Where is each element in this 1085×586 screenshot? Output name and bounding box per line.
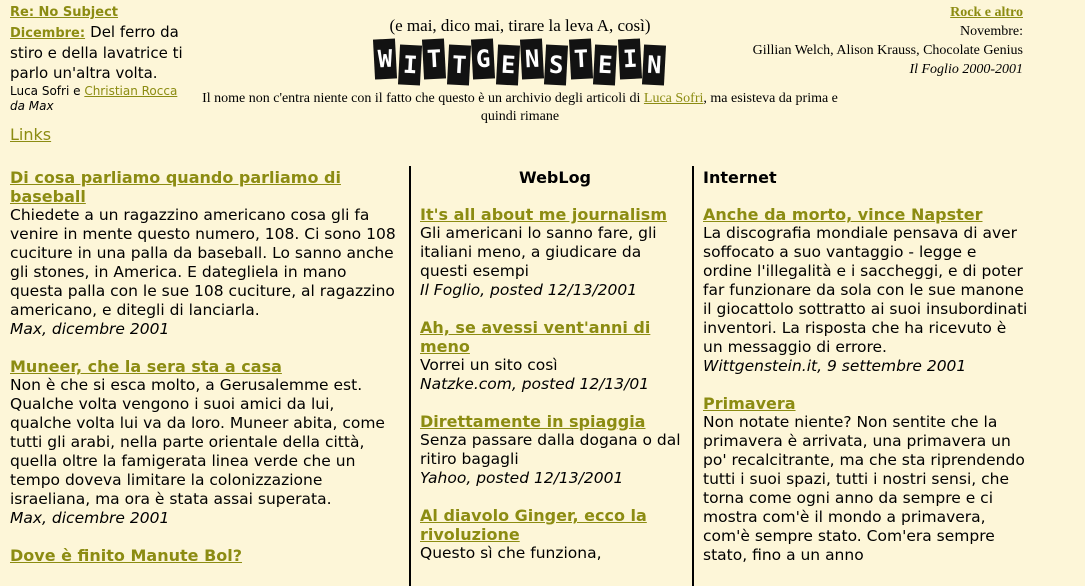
article-item — [10, 546, 400, 565]
logo-letter: G — [471, 38, 496, 79]
header-left-text: Del ferro da stiro e della lavatrice ti parlo un'altra volta. — [10, 23, 183, 82]
logo-letter: N — [520, 38, 545, 79]
logo-letter: I — [618, 38, 643, 79]
logo-letter: E — [593, 44, 618, 85]
header-left-source: da Max — [10, 99, 54, 113]
article-source: Max, dicembre 2001 — [10, 509, 170, 527]
header-right-month: Novembre: — [960, 24, 1023, 39]
article-item — [420, 412, 690, 488]
article-title-link[interactable]: Anche da morto, vince Napster — [703, 205, 983, 224]
logo-letter: T — [569, 38, 594, 79]
article-summary: Questo sì che funziona, — [420, 544, 602, 562]
logo-letter: W — [373, 38, 398, 79]
wittgenstein-logo[interactable] — [373, 42, 666, 82]
article-title-link[interactable]: It's all about me journalism — [420, 205, 667, 224]
intro-text-pre: Il nome non c'entra niente con il fatto che questo è un archivio degli articoli di — [202, 91, 644, 106]
logo-letter: T — [422, 38, 447, 79]
header-left — [10, 3, 195, 113]
article-title-link[interactable]: Direttamente in spiaggia — [420, 412, 646, 431]
article-summary: Gli americani lo sanno fare, gli italiani meno, a giudicare da questi esempi — [420, 224, 657, 280]
article-source: Max, dicembre 2001 — [10, 320, 170, 338]
article-item — [420, 318, 690, 394]
logo-letter: S — [544, 44, 569, 85]
column-internet — [703, 166, 1028, 583]
rock-e-altro-link[interactable]: Rock e altro — [950, 5, 1023, 20]
luca-sofri-link[interactable]: Luca Sofri — [643, 91, 704, 106]
author-name: Luca Sofri — [10, 84, 70, 98]
intro-text-post: , ma esisteva da prima e quindi rimane — [480, 91, 838, 124]
column-main — [10, 166, 400, 583]
article-summary: Senza passare dalla dogana o dal ritiro bagagli — [420, 431, 681, 468]
tagline: (e mai, dico mai, tirare la leva A, così) — [389, 16, 651, 35]
article-item — [703, 205, 1028, 376]
article-title-link[interactable]: Primavera — [703, 394, 796, 413]
article-source: Yahoo, posted 12/13/2001 — [420, 469, 624, 487]
column-divider-1 — [409, 166, 411, 586]
article-title-link[interactable]: Muneer, che la sera sta a casa — [10, 357, 282, 376]
header-right-text: Gillian Welch, Alison Krauss, Chocolate Genius — [752, 43, 1023, 58]
article-title-link[interactable]: Al diavolo Ginger, ecco la rivoluzione — [420, 506, 647, 544]
article-item — [10, 357, 400, 528]
article-item — [420, 506, 690, 563]
article-source: Natzke.com, posted 12/13/01 — [420, 375, 650, 393]
logo-letter: T — [447, 44, 472, 85]
article-title-link[interactable]: Dove è finito Manute Bol? — [10, 546, 243, 565]
site-intro — [195, 90, 845, 126]
internet-heading: Internet — [703, 168, 777, 187]
article-summary: Non è che si esca molto, a Gerusalemme est. Qualche volta vengono i suoi amici da lui, qualche volta lui va da loro. Muneer abita, come tutti gli arabi, nella parte orientale della città, quella oltre la famigerata linea verde che un tempo doveva limitare la colonizzazione israeliana, ma ora è stata assai superata. — [10, 376, 385, 508]
article-summary: La discografia mondiale pensava di aver soffocato a suo vantaggio - legge e ordine l'illegalità e i saccheggi, e di poter far funzionare da sola con le sue manone il giocattolo sottratto ai suoi insubordinati inventori. La risposta che ha ricevuto è un messaggio di errore. — [703, 224, 1028, 356]
column-weblog — [420, 166, 690, 581]
article-item — [703, 394, 1028, 565]
christian-rocca-link[interactable]: Christian Rocca — [84, 84, 178, 98]
article-item — [420, 205, 690, 300]
logo-letter: E — [496, 44, 521, 85]
weblog-heading: WebLog — [518, 168, 592, 187]
dicembre-link[interactable]: Dicembre: — [10, 26, 86, 41]
article-summary: Chiedete a un ragazzino americano cosa gli fa venire in mente questo numero, 108. Ci sono 108 cuciture in una palla da baseball. Lo sanno anche gli stones, in America. E dategliela in mano questa palla con le sue 108 cuciture, al ragazzino americano, e ditegli di lanciarla. — [10, 206, 396, 319]
header-right — [753, 3, 1023, 79]
logo-letter: N — [642, 44, 667, 85]
re-no-subject-link[interactable]: Re: No Subject — [10, 5, 119, 20]
article-title-link[interactable]: Ah, se avessi vent'anni di meno — [420, 318, 651, 356]
article-title-link[interactable]: Di cosa parliamo quando parliamo di baseball — [10, 168, 341, 206]
article-summary: Non notate niente? Non sentite che la primavera è arrivata, una primavera un po' recalcitrante, ma che sta riprendendo tutti i suoi spazi, tutti i nostri sensi, che torna come ogni anno da sempre e ci mostra com'è il mondo a primavera, com'è sempre stato. Com'era sempre stato, fino a un anno — [703, 413, 1025, 564]
article-source: Il Foglio, posted 12/13/2001 — [420, 281, 638, 299]
article-item — [10, 168, 400, 339]
header-right-source: Il Foglio 2000-2001 — [909, 62, 1023, 77]
article-source: Wittgenstein.it, 9 settembre 2001 — [703, 357, 967, 375]
author-conjunction: e — [69, 84, 85, 98]
logo-letter: I — [398, 44, 423, 85]
column-divider-2 — [692, 166, 694, 586]
article-summary: Vorrei un sito così — [420, 356, 558, 374]
header-left-byline — [10, 83, 195, 99]
links-link[interactable]: Links — [10, 125, 52, 144]
